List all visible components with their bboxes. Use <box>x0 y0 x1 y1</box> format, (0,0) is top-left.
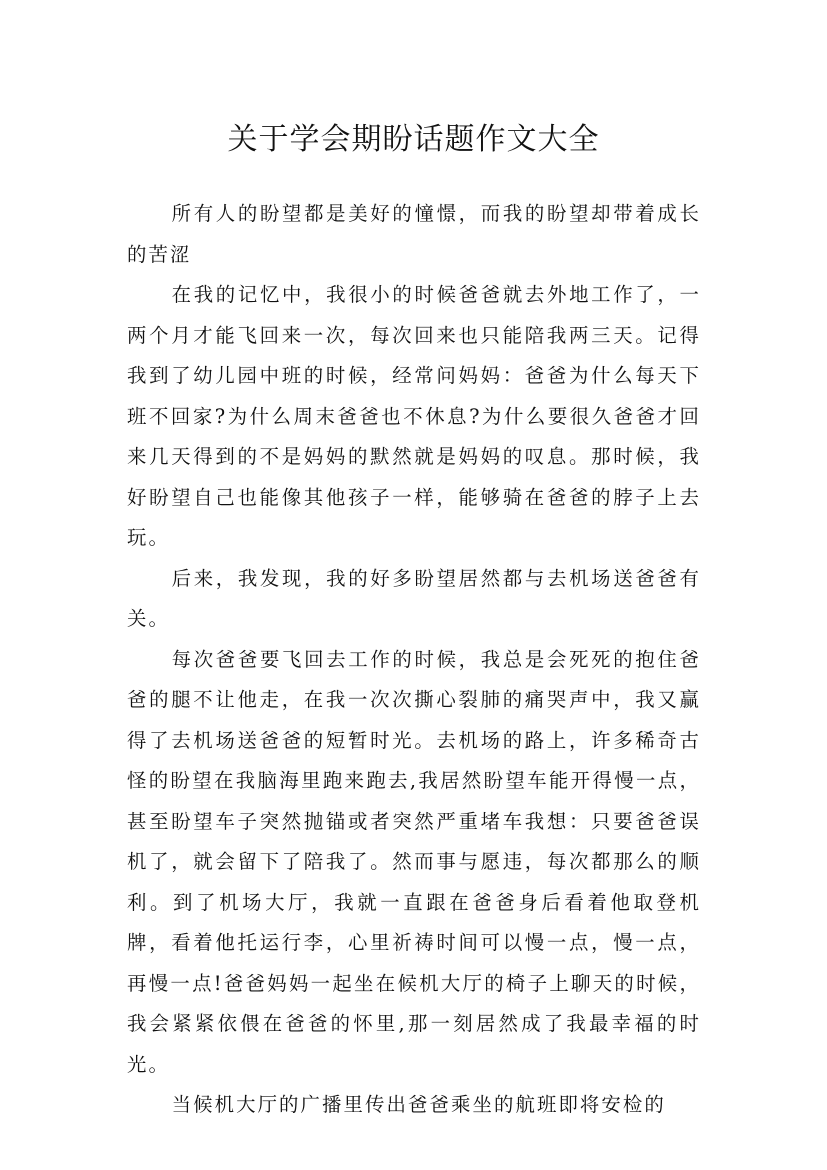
paragraph-4: 每次爸爸要飞回去工作的时候，我总是会死死的抱住爸爸的腿不让他走，在我一次次撕心裂肺的痛哭声中，我又赢得了去机场送爸爸的短暂时光。去机场的路上，许多稀奇古怪的盼望在我脑海里跑来跑去,我居然盼望车能开得慢一点，甚至盼望车子突然抛锚或者突然严重堵车我想：只要爸爸误机了，就会留下了陪我了。然而事与愿违，每次都那么的顺利。到了机场大厅，我就一直跟在爸爸身后看着他取登机牌，看着他托运行李，心里祈祷时间可以慢一点，慢一点，再慢一点!爸爸妈妈一起坐在候机大厅的椅子上聊天的时候，我会紧紧依偎在爸爸的怀里,那一刻居然成了我最幸福的时光。 <box>127 647 701 1076</box>
paragraph-5: 当候机大厅的广播里传出爸爸乘坐的航班即将安检的 <box>171 1093 666 1116</box>
paragraph-2: 在我的记忆中，我很小的时候爸爸就去外地工作了，一两个月才能飞回来一次，每次回来也只能陪我两三天。记得我到了幼儿园中班的时候，经常问妈妈：爸爸为什么每天下班不回家?为什么周末爸爸也不休息?为什么要很久爸爸才回来几天得到的不是妈妈的默然就是妈妈的叹息。那时候，我好盼望自己也能像其他孩子一样，能够骑在爸爸的脖子上去玩。 <box>127 283 701 549</box>
document-body <box>127 194 701 1126</box>
document-title: 关于学会期盼话题作文大全 <box>227 122 600 158</box>
paragraph-3: 后来，我发现，我的好多盼望居然都与去机场送爸爸有关。 <box>127 566 701 630</box>
paragraph-1: 所有人的盼望都是美好的憧憬，而我的盼望却带着成长的苦涩 <box>127 202 701 266</box>
